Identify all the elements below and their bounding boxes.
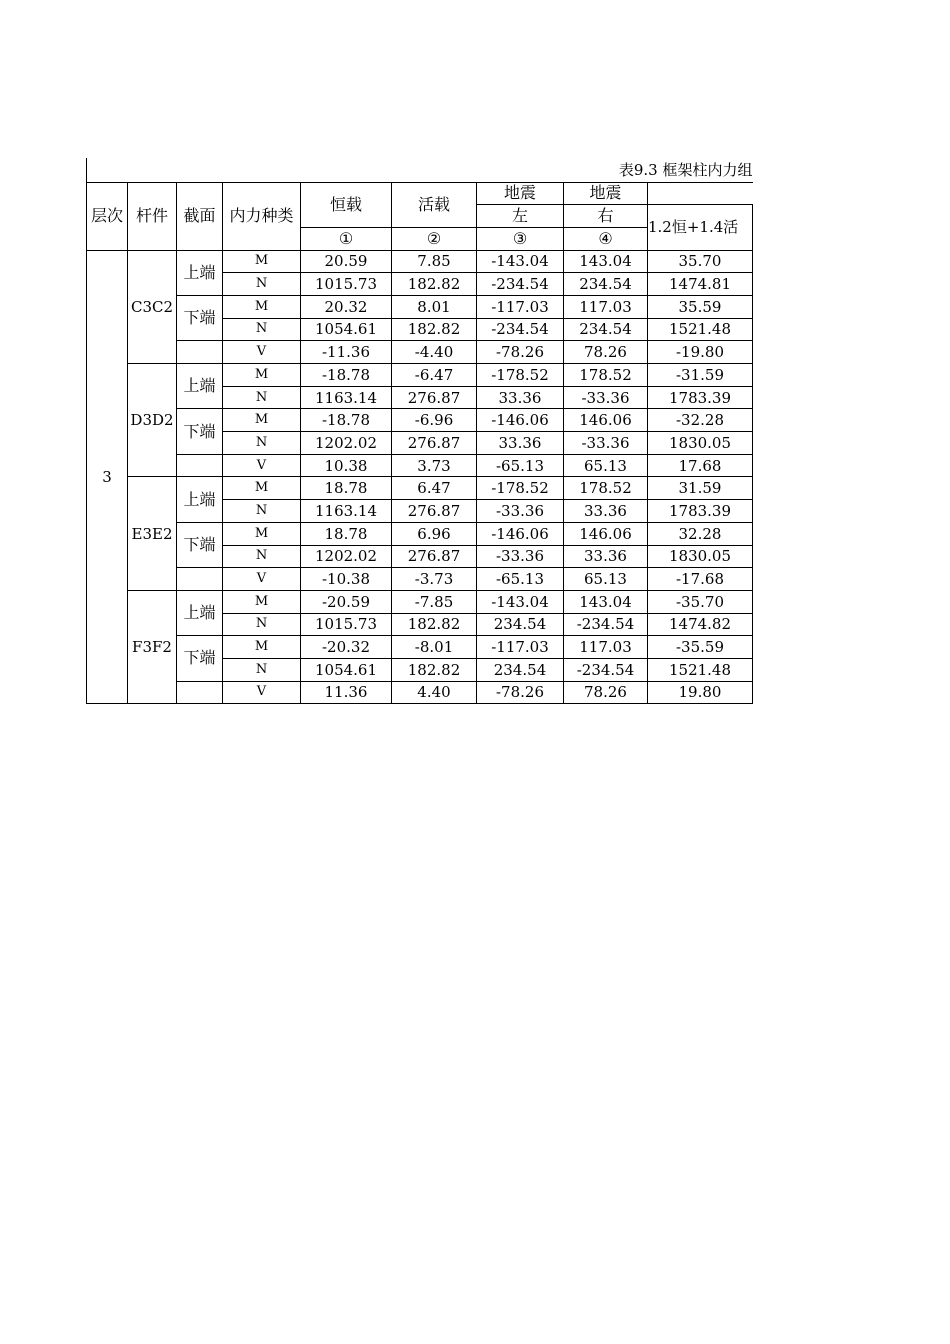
quake-left-cell: -143.04 [477, 590, 564, 613]
quake-right-cell: 178.52 [564, 364, 648, 387]
force-type-cell: M [223, 477, 301, 500]
live-load-cell: 4.40 [392, 681, 477, 704]
live-load-cell: -4.40 [392, 341, 477, 364]
quake-right-cell: -33.36 [564, 432, 648, 455]
dead-load-cell: -18.78 [301, 409, 392, 432]
force-type-cell: V [223, 681, 301, 704]
combo-cell: -17.68 [648, 568, 753, 591]
live-load-cell: 6.47 [392, 477, 477, 500]
combo-cell: -19.80 [648, 341, 753, 364]
dead-load-cell: 1202.02 [301, 432, 392, 455]
quake-right-cell: 33.36 [564, 545, 648, 568]
header-quake-right-top: 地震 [564, 182, 648, 205]
quake-right-cell: -33.36 [564, 386, 648, 409]
member-cell: D3D2 [128, 364, 177, 477]
quake-right-cell: 117.03 [564, 636, 648, 659]
quake-left-cell: -78.26 [477, 681, 564, 704]
quake-left-cell: -33.36 [477, 500, 564, 523]
live-load-cell: -3.73 [392, 568, 477, 591]
quake-right-cell: 146.06 [564, 522, 648, 545]
combo-cell: 1783.39 [648, 386, 753, 409]
live-load-cell: 182.82 [392, 658, 477, 681]
quake-right-cell: -234.54 [564, 658, 648, 681]
header-quake-right-bottom: 右 [564, 205, 648, 228]
header-combo: 1.2恒+1.4活 [648, 205, 753, 250]
table-row [87, 364, 753, 387]
dead-load-cell: 1163.14 [301, 386, 392, 409]
force-type-cell: N [223, 500, 301, 523]
dead-load-cell: 20.32 [301, 295, 392, 318]
header-section: 截面 [177, 182, 223, 250]
quake-left-cell: -117.03 [477, 636, 564, 659]
quake-left-cell: -178.52 [477, 477, 564, 500]
spreadsheet-sheet [86, 158, 753, 704]
live-load-cell: 276.87 [392, 545, 477, 568]
header-combo-blank [648, 182, 753, 205]
force-type-cell: V [223, 568, 301, 591]
header-member: 杆件 [128, 182, 177, 250]
quake-right-cell: 143.04 [564, 590, 648, 613]
dead-load-cell: -20.59 [301, 590, 392, 613]
member-cell: C3C2 [128, 250, 177, 363]
header-num-2: ② [392, 227, 477, 250]
quake-left-cell: -178.52 [477, 364, 564, 387]
section-cell: 下端 [177, 409, 223, 454]
quake-left-cell: -234.54 [477, 318, 564, 341]
quake-left-cell: -143.04 [477, 250, 564, 273]
dead-load-cell: 1015.73 [301, 613, 392, 636]
force-type-cell: N [223, 432, 301, 455]
dead-load-cell: -20.32 [301, 636, 392, 659]
dead-load-cell: 1015.73 [301, 273, 392, 296]
floor-cell: 3 [87, 250, 128, 704]
force-type-cell: M [223, 590, 301, 613]
table-row [87, 590, 753, 613]
section-cell-empty [177, 454, 223, 477]
header-force-type: 内力种类 [223, 182, 301, 250]
quake-left-cell: -234.54 [477, 273, 564, 296]
live-load-cell: -6.47 [392, 364, 477, 387]
combo-cell: 1521.48 [648, 658, 753, 681]
quake-left-cell: -146.06 [477, 522, 564, 545]
combo-cell: 31.59 [648, 477, 753, 500]
quake-right-cell: -234.54 [564, 613, 648, 636]
quake-left-cell: -117.03 [477, 295, 564, 318]
combo-cell: 35.59 [648, 295, 753, 318]
quake-right-cell: 65.13 [564, 454, 648, 477]
live-load-cell: 182.82 [392, 273, 477, 296]
table-caption: 表9.3 框架柱内力组 [87, 158, 753, 182]
combo-cell: 1474.81 [648, 273, 753, 296]
section-cell: 上端 [177, 477, 223, 522]
quake-left-cell: 234.54 [477, 658, 564, 681]
quake-left-cell: -65.13 [477, 568, 564, 591]
header-quake-left-top: 地震 [477, 182, 564, 205]
section-cell-empty [177, 341, 223, 364]
section-cell: 下端 [177, 295, 223, 340]
live-load-cell: -6.96 [392, 409, 477, 432]
table-row [87, 295, 753, 318]
table-row [87, 636, 753, 659]
section-cell: 上端 [177, 250, 223, 295]
combo-cell: 1830.05 [648, 432, 753, 455]
dead-load-cell: 18.78 [301, 477, 392, 500]
section-cell: 下端 [177, 522, 223, 567]
live-load-cell: 7.85 [392, 250, 477, 273]
table-row [87, 454, 753, 477]
quake-left-cell: -33.36 [477, 545, 564, 568]
force-type-cell: N [223, 613, 301, 636]
quake-right-cell: 117.03 [564, 295, 648, 318]
force-type-cell: M [223, 364, 301, 387]
dead-load-cell: 11.36 [301, 681, 392, 704]
combo-cell: 1830.05 [648, 545, 753, 568]
dead-load-cell: 1054.61 [301, 318, 392, 341]
column-internal-force-table [86, 158, 753, 704]
combo-cell: 32.28 [648, 522, 753, 545]
live-load-cell: 276.87 [392, 500, 477, 523]
quake-right-cell: 33.36 [564, 500, 648, 523]
quake-right-cell: 78.26 [564, 341, 648, 364]
section-cell: 上端 [177, 590, 223, 635]
quake-right-cell: 178.52 [564, 477, 648, 500]
quake-right-cell: 234.54 [564, 273, 648, 296]
dead-load-cell: 18.78 [301, 522, 392, 545]
header-floor: 层次 [87, 182, 128, 250]
force-type-cell: V [223, 454, 301, 477]
force-type-cell: N [223, 318, 301, 341]
live-load-cell: 182.82 [392, 318, 477, 341]
quake-left-cell: 33.36 [477, 386, 564, 409]
force-type-cell: M [223, 409, 301, 432]
live-load-cell: 3.73 [392, 454, 477, 477]
section-cell: 上端 [177, 364, 223, 409]
dead-load-cell: 20.59 [301, 250, 392, 273]
member-cell: E3E2 [128, 477, 177, 590]
header-live-load: 活载 [392, 182, 477, 227]
live-load-cell: 276.87 [392, 386, 477, 409]
section-cell: 下端 [177, 636, 223, 681]
dead-load-cell: 10.38 [301, 454, 392, 477]
force-type-cell: N [223, 658, 301, 681]
quake-left-cell: 33.36 [477, 432, 564, 455]
table-row [87, 477, 753, 500]
table-row [87, 568, 753, 591]
force-type-cell: N [223, 386, 301, 409]
combo-cell: 35.70 [648, 250, 753, 273]
combo-cell: -35.59 [648, 636, 753, 659]
header-num-1: ① [301, 227, 392, 250]
quake-right-cell: 78.26 [564, 681, 648, 704]
live-load-cell: -8.01 [392, 636, 477, 659]
quake-right-cell: 143.04 [564, 250, 648, 273]
member-cell: F3F2 [128, 590, 177, 703]
combo-cell: -35.70 [648, 590, 753, 613]
dead-load-cell: 1202.02 [301, 545, 392, 568]
force-type-cell: N [223, 545, 301, 568]
dead-load-cell: 1054.61 [301, 658, 392, 681]
table-row [87, 409, 753, 432]
header-num-3: ③ [477, 227, 564, 250]
combo-cell: 1783.39 [648, 500, 753, 523]
combo-cell: 17.68 [648, 454, 753, 477]
quake-right-cell: 234.54 [564, 318, 648, 341]
header-dead-load: 恒载 [301, 182, 392, 227]
quake-right-cell: 65.13 [564, 568, 648, 591]
table-row [87, 681, 753, 704]
quake-left-cell: -65.13 [477, 454, 564, 477]
combo-cell: -31.59 [648, 364, 753, 387]
live-load-cell: -7.85 [392, 590, 477, 613]
force-type-cell: M [223, 522, 301, 545]
header-num-4: ④ [564, 227, 648, 250]
force-type-cell: M [223, 636, 301, 659]
combo-cell: -32.28 [648, 409, 753, 432]
live-load-cell: 182.82 [392, 613, 477, 636]
quake-left-cell: -146.06 [477, 409, 564, 432]
force-type-cell: V [223, 341, 301, 364]
dead-load-cell: -10.38 [301, 568, 392, 591]
table-row [87, 341, 753, 364]
dead-load-cell: 1163.14 [301, 500, 392, 523]
quake-left-cell: -78.26 [477, 341, 564, 364]
live-load-cell: 276.87 [392, 432, 477, 455]
combo-cell: 19.80 [648, 681, 753, 704]
force-type-cell: N [223, 273, 301, 296]
combo-cell: 1474.82 [648, 613, 753, 636]
force-type-cell: M [223, 295, 301, 318]
section-cell-empty [177, 681, 223, 704]
dead-load-cell: -11.36 [301, 341, 392, 364]
quake-left-cell: 234.54 [477, 613, 564, 636]
table-row [87, 522, 753, 545]
combo-cell: 1521.48 [648, 318, 753, 341]
force-type-cell: M [223, 250, 301, 273]
live-load-cell: 6.96 [392, 522, 477, 545]
live-load-cell: 8.01 [392, 295, 477, 318]
quake-right-cell: 146.06 [564, 409, 648, 432]
table-row [87, 250, 753, 273]
section-cell-empty [177, 568, 223, 591]
header-quake-left-bottom: 左 [477, 205, 564, 228]
dead-load-cell: -18.78 [301, 364, 392, 387]
